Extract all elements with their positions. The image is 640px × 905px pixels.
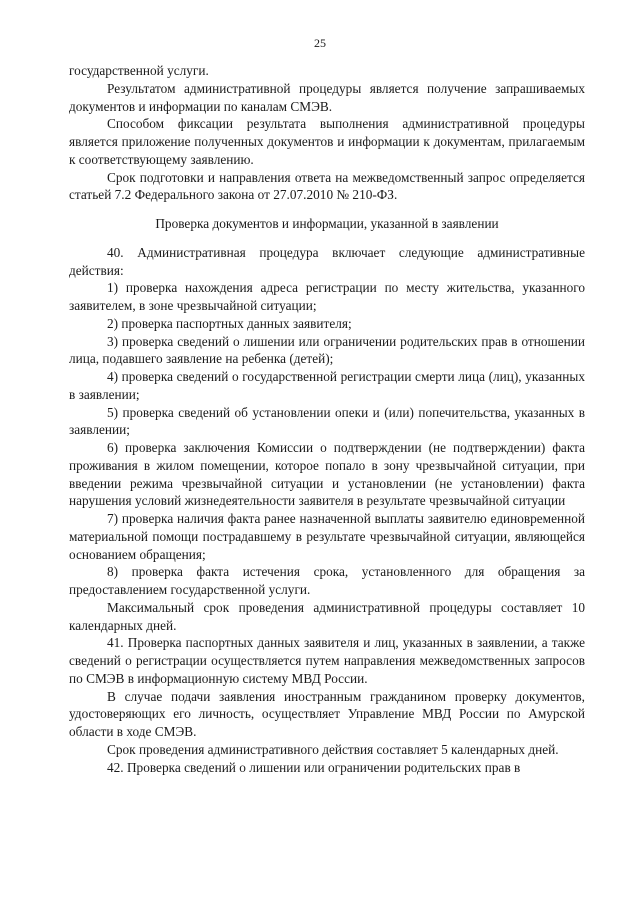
- paragraph-max-term: Максимальный срок проведения административной процедуры составляет 10 календарных дней.: [69, 599, 585, 633]
- paragraph-result: Результатом административной процедуры является получение запрашиваемых документов и информации по каналам СМЭВ.: [69, 80, 585, 114]
- paragraph-41: 41. Проверка паспортных данных заявителя и лиц, указанных в заявлении, а также сведений о регистрации осуществляется путем направления межведомственных запросов по СМЭВ в информационную систему МВД России.: [69, 635, 585, 686]
- list-item-3: 3) проверка сведений о лишении или ограничении родительских прав в отношении лица, подавшего заявление на ребенка (детей);: [69, 333, 585, 367]
- list-item-2: 2) проверка паспортных данных заявителя;: [107, 315, 352, 331]
- paragraph-foreign-citizen: В случае подачи заявления иностранным гражданином проверку документов, удостоверяющих его личность, осуществляет Управление МВД России по Амурской области в ходе СМЭВ.: [69, 688, 585, 739]
- paragraph-42: 42. Проверка сведений о лишении или ограничении родительских прав в: [107, 759, 521, 775]
- document-text: [69, 62, 585, 776]
- paragraph-action-term: Срок проведения административного действия составляет 5 календарных дней.: [107, 741, 559, 757]
- paragraph-deadline: Срок подготовки и направления ответа на межведомственный запрос определяется статьей 7.2 Федерального закона от 27.07.2010 № 210-ФЗ.: [69, 169, 585, 203]
- paragraph-fixation: Способом фиксации результата выполнения административной процедуры является приложение полученных документов и информации к документам, прилагаемым к соответствующему заявлению.: [69, 116, 585, 167]
- list-item-4: 4) проверка сведений о государственной регистрации смерти лица (лиц), указанных в заявлении;: [69, 369, 585, 402]
- paragraph-continuation: государственной услуги.: [69, 63, 209, 78]
- page-number: 25: [314, 36, 326, 50]
- list-item-5: 5) проверка сведений об установлении опеки и (или) попечительства, указанных в заявлении;: [69, 404, 585, 438]
- list-item-6: 6) проверка заключения Комиссии о подтверждении (не подтверждении) факта проживания в жилом помещении, которое попало в зону чрезвычайной ситуации, при введении режима чрезвычайной ситуации и установлении (не установлении) факта нарушения условий жизнедеятельности заявителя в результате чрезвычайной ситуации: [69, 440, 585, 509]
- section-heading: Проверка документов и информации, указанной в заявлении: [155, 216, 499, 231]
- list-item-1: 1) проверка нахождения адреса регистрации по месту жительства, указанного заявителем, в зоне чрезвычайной ситуации;: [69, 280, 585, 313]
- paragraph-40: 40. Административная процедура включает следующие административные действия:: [69, 244, 585, 278]
- list-item-7: 7) проверка наличия факта ранее назначенной выплаты заявителю единовременной материальной помощи пострадавшему в результате чрезвычайной ситуации, являющейся основанием обращения;: [69, 511, 585, 562]
- list-item-8: 8) проверка факта истечения срока, установленного для обращения за предоставлением государственной услуги.: [69, 564, 585, 597]
